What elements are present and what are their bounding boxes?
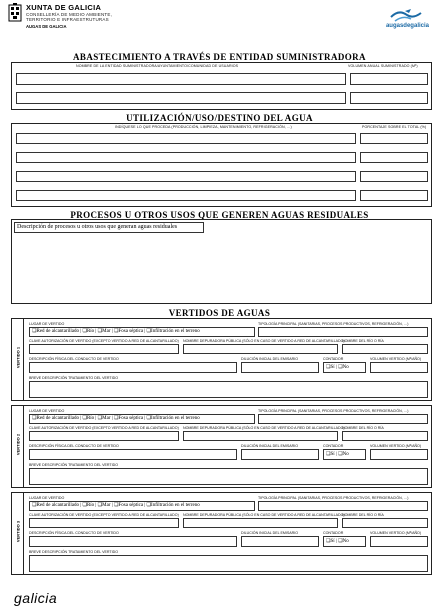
contador-options-3[interactable]: ❑Sí | ❑No — [326, 539, 349, 544]
depuradora-label-3: NOMBRE DEPURADORA PÚBLICA (SÓLO EN CASO DE VERTIDO A RED DE ALCANTARILLADO) — [183, 513, 345, 517]
vertido-block-1 — [11, 318, 432, 401]
rio-label-3: NOMBRE DEL RÍO O RÍA — [342, 513, 384, 517]
dilucion-label-3: DILUCIÓN INICIAL DEL EMISARIO — [241, 531, 299, 535]
contador-label-2: CONTADOR — [323, 444, 344, 448]
depuradora-label-2: NOMBRE DEPURADORA PÚBLICA (SÓLO EN CASO DE VERTIDO A RED DE ALCANTARILLADO) — [183, 426, 345, 430]
porcentaje-field-4[interactable] — [360, 190, 428, 201]
contador-label-3: CONTADOR — [323, 531, 344, 535]
page-header — [8, 3, 431, 37]
dilucion-field-1[interactable] — [241, 362, 319, 373]
rio-label-2: NOMBRE DEL RÍO O RÍA — [342, 426, 384, 430]
volumen-suministrado-field-2[interactable] — [350, 92, 428, 104]
utilizacion-col1-header: INDÍQUESE LO QUE PROCEDA (PRODUCCIÓN, LIMPIEZA, MANTENIMIENTO, REFRIGERACIÓN, …) — [115, 125, 292, 129]
descripcion-label-2: DESCRIPCIÓN FÍSICA DEL CONDUCTO DE VERTIDO — [29, 444, 119, 448]
porcentaje-field-3[interactable] — [360, 171, 428, 182]
dilucion-field-2[interactable] — [241, 449, 319, 460]
breve-field-3[interactable] — [29, 555, 428, 572]
rio-field-3[interactable] — [342, 518, 428, 528]
tipologia-label-3: TIPOLOGÍA PRINCIPAL (SANITARIAS, PROCESOS PRODUCTIVOS, REFRIGERACIÓN, …) — [258, 496, 409, 500]
procesos-title: PROCESOS U OTROS USOS QUE GENEREN AGUAS RESIDUALES — [70, 210, 369, 220]
tipologia-field-1[interactable] — [258, 327, 428, 337]
lugar-label-1: LUGAR DE VERTIDO — [29, 322, 65, 326]
utilizacion-title: UTILIZACIÓN/USO/DESTINO DEL AGUA — [126, 113, 313, 123]
porcentaje-field-1[interactable] — [360, 133, 428, 144]
volumen-label-3: VOLUMEN VERTIDO (M³/AÑO) — [370, 531, 422, 535]
abastecimiento-box — [11, 62, 432, 110]
clave-label-1: CLAVE AUTORIZACIÓN DE VERTIDO (EXCEPTO VERTIDO A RED DE ALCANTARILLADO) — [29, 339, 179, 343]
porcentaje-field-2[interactable] — [360, 152, 428, 163]
breve-field-1[interactable] — [29, 381, 428, 398]
clave-field-1[interactable] — [29, 344, 179, 354]
uso-field-2[interactable] — [16, 152, 356, 163]
clave-field-2[interactable] — [29, 431, 179, 441]
volumen-field-1[interactable] — [370, 362, 428, 373]
volumen-label-1: VOLUMEN VERTIDO (M³/AÑO) — [370, 357, 422, 361]
vertido-tab-label-1: VERTIDO 1 — [15, 346, 21, 369]
breve-label-1: BREVE DESCRIPCIÓN TRATAMIENTO DEL VERTIDO — [29, 376, 118, 380]
vertido-tab-label-2: VERTIDO 2 — [15, 433, 21, 456]
vertido-block-2 — [11, 405, 432, 488]
tipologia-field-3[interactable] — [258, 501, 428, 511]
uso-field-4[interactable] — [16, 190, 356, 201]
clave-field-3[interactable] — [29, 518, 179, 528]
xunta-crest-icon — [8, 3, 22, 23]
vertidos-title: VERTIDOS DE AGUAS — [168, 308, 271, 318]
galicia-footer-logo: galicia — [14, 590, 58, 606]
descripcion-field-2[interactable] — [29, 449, 237, 460]
abastecimiento-col2-header: VOLUMEN ANUAL SUMINISTRADO (M³) — [348, 64, 418, 68]
augas-brand-text: augasdegalicia — [385, 23, 429, 29]
volumen-label-2: VOLUMEN VERTIDO (M³/AÑO) — [370, 444, 422, 448]
contador-options-2[interactable]: ❑Sí | ❑No — [326, 452, 349, 457]
utilizacion-box — [11, 123, 432, 207]
agency-name: AUGAS DE GALICIA — [26, 23, 67, 29]
rio-label-1: NOMBRE DEL RÍO O RÍA — [342, 339, 384, 343]
dept-line-2: TERRITORIO E INFRAESTRUTURAS — [26, 17, 109, 23]
uso-field-3[interactable] — [16, 171, 356, 182]
descripcion-field-1[interactable] — [29, 362, 237, 373]
lugar-options-3[interactable]: ❑Red de alcantarillado | ❑Río | ❑Mar | ❑Fosa séptica | ❑Infiltración en el terreno — [32, 503, 200, 508]
rio-field-2[interactable] — [342, 431, 428, 441]
procesos-label: Descripción de procesos u otros usos que generan aguas residuales — [14, 222, 204, 233]
org-name: XUNTA DE GALICIA — [26, 3, 102, 12]
lugar-label-2: LUGAR DE VERTIDO — [29, 409, 65, 413]
tipologia-label-2: TIPOLOGÍA PRINCIPAL (SANITARIAS, PROCESOS PRODUCTIVOS, REFRIGERACIÓN, …) — [258, 409, 409, 413]
uso-field-1[interactable] — [16, 133, 356, 144]
clave-label-3: CLAVE AUTORIZACIÓN DE VERTIDO (EXCEPTO VERTIDO A RED DE ALCANTARILLADO) — [29, 513, 179, 517]
dilucion-field-3[interactable] — [241, 536, 319, 547]
lugar-options-2[interactable]: ❑Red de alcantarillado | ❑Río | ❑Mar | ❑Fosa séptica | ❑Infiltración en el terreno — [32, 416, 200, 421]
abastecimiento-col1-header: NOMBRE DE LA ENTIDAD SUMINISTRADORA/AYUNTAMIENTO/COMUNIDAD DE USUARIOS — [76, 64, 239, 68]
depuradora-field-3[interactable] — [183, 518, 338, 528]
breve-label-2: BREVE DESCRIPCIÓN TRATAMIENTO DEL VERTIDO — [29, 463, 118, 467]
contador-options-1[interactable]: ❑Sí | ❑No — [326, 365, 349, 370]
lugar-options-1[interactable]: ❑Red de alcantarillado | ❑Río | ❑Mar | ❑Fosa séptica | ❑Infiltración en el terreno — [32, 329, 200, 334]
volumen-suministrado-field-1[interactable] — [350, 73, 428, 85]
entidad-field-1[interactable] — [16, 73, 346, 85]
clave-label-2: CLAVE AUTORIZACIÓN DE VERTIDO (EXCEPTO VERTIDO A RED DE ALCANTARILLADO) — [29, 426, 179, 430]
organization-block — [26, 3, 112, 29]
depuradora-field-1[interactable] — [183, 344, 338, 354]
dilucion-label-2: DILUCIÓN INICIAL DEL EMISARIO — [241, 444, 299, 448]
contador-label-1: CONTADOR — [323, 357, 344, 361]
lugar-label-3: LUGAR DE VERTIDO — [29, 496, 65, 500]
dept-line-1: CONSELLERÍA DE MEDIO AMBIENTE, — [26, 12, 113, 17]
utilizacion-col2-header: PORCENTAJE SOBRE EL TOTAL (%) — [362, 125, 427, 129]
breve-field-2[interactable] — [29, 468, 428, 485]
vertido-block-3 — [11, 492, 432, 575]
breve-label-3: BREVE DESCRIPCIÓN TRATAMIENTO DEL VERTIDO — [29, 550, 118, 554]
abastecimiento-title: ABASTECIMIENTO A TRAVÉS DE ENTIDAD SUMINISTRADORA — [73, 52, 366, 62]
descripcion-label-3: DESCRIPCIÓN FÍSICA DEL CONDUCTO DE VERTIDO — [29, 531, 119, 535]
descripcion-field-3[interactable] — [29, 536, 237, 547]
depuradora-label-1: NOMBRE DEPURADORA PÚBLICA (SÓLO EN CASO DE VERTIDO A RED DE ALCANTARILLADO) — [183, 339, 345, 343]
descripcion-label-1: DESCRIPCIÓN FÍSICA DEL CONDUCTO DE VERTIDO — [29, 357, 119, 361]
entidad-field-2[interactable] — [16, 92, 346, 104]
dilucion-label-1: DILUCIÓN INICIAL DEL EMISARIO — [241, 357, 299, 361]
tipologia-field-2[interactable] — [258, 414, 428, 424]
volumen-field-3[interactable] — [370, 536, 428, 547]
volumen-field-2[interactable] — [370, 449, 428, 460]
depuradora-field-2[interactable] — [183, 431, 338, 441]
tipologia-label-1: TIPOLOGÍA PRINCIPAL (SANITARIAS, PROCESOS PRODUCTIVOS, REFRIGERACIÓN, …) — [258, 322, 409, 326]
vertido-tab-label-3: VERTIDO 3 — [15, 520, 21, 543]
rio-field-1[interactable] — [342, 344, 428, 354]
